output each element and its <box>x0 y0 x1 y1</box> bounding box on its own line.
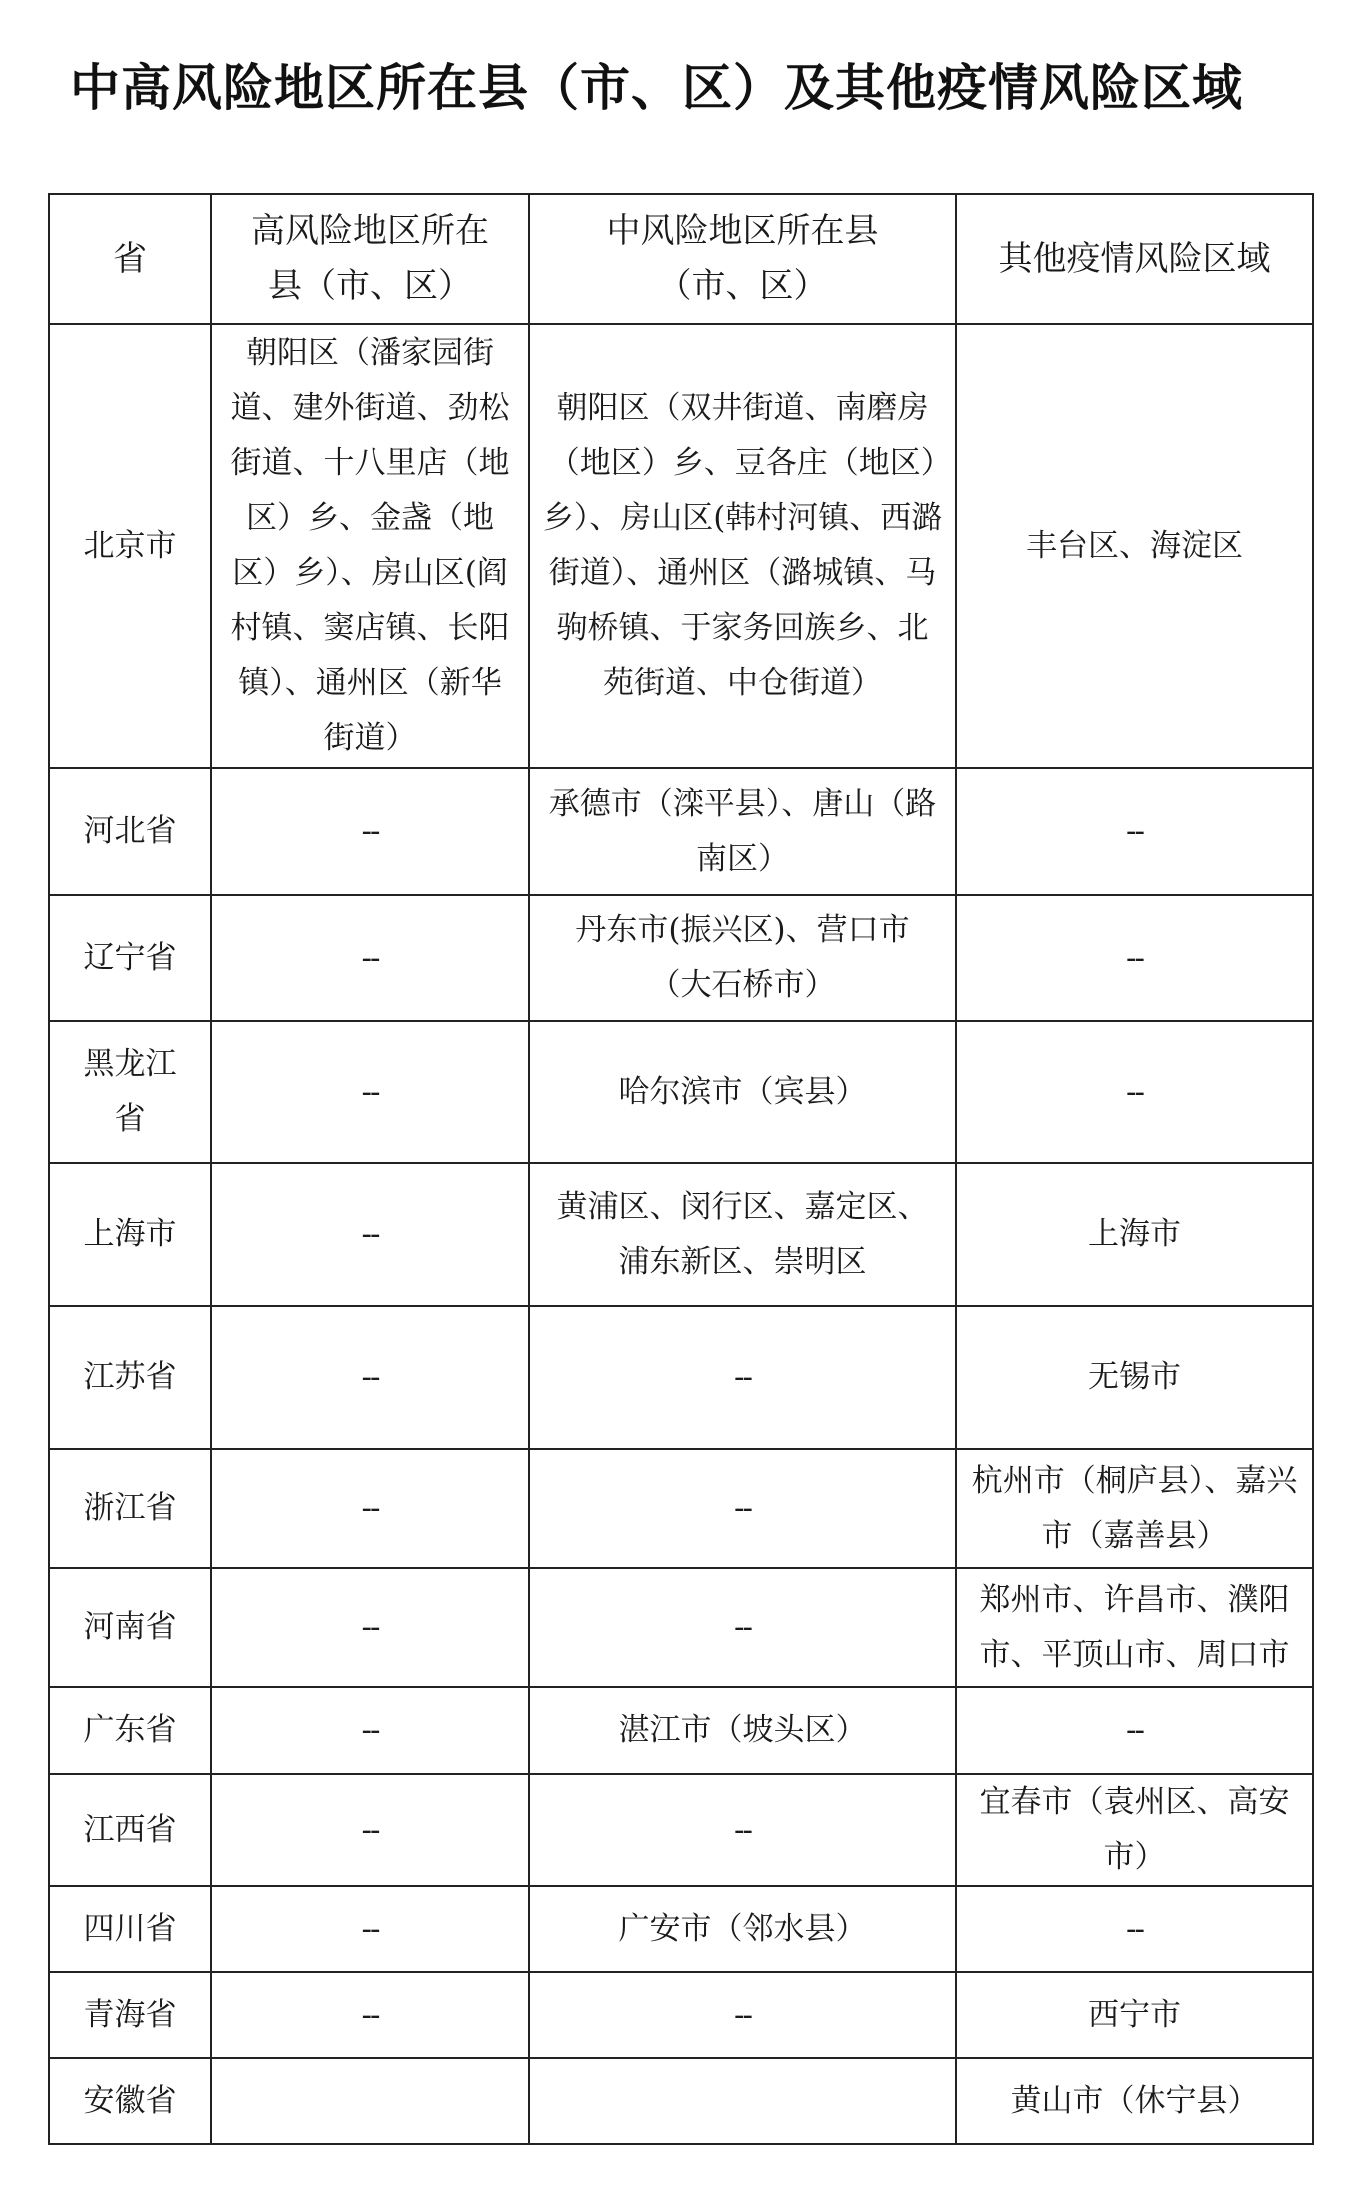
cell-province: 河南省 <box>49 1568 211 1687</box>
cell-other-risk: -- <box>956 1021 1313 1163</box>
table-header-row <box>49 194 1313 324</box>
cell-medium-risk: -- <box>529 1306 956 1449</box>
cell-other-risk: -- <box>956 768 1313 895</box>
cell-medium-risk: -- <box>529 1568 956 1687</box>
cell-other-risk: 杭州市（桐庐县）、嘉兴市（嘉善县） <box>956 1449 1313 1568</box>
cell-province: 浙江省 <box>49 1449 211 1568</box>
table-row <box>49 1163 1313 1306</box>
table-row <box>49 1774 1313 1886</box>
cell-other-risk: 西宁市 <box>956 1972 1313 2058</box>
cell-province: 江苏省 <box>49 1306 211 1449</box>
header-other-risk: 其他疫情风险区域 <box>956 194 1313 324</box>
cell-other-risk: 黄山市（休宁县） <box>956 2058 1313 2144</box>
table-row <box>49 2058 1313 2144</box>
cell-medium-risk: -- <box>529 1774 956 1886</box>
cell-other-risk: 宜春市（袁州区、高安市） <box>956 1774 1313 1886</box>
table-row <box>49 1886 1313 1972</box>
table-row <box>49 324 1313 768</box>
cell-high-risk: -- <box>211 1306 529 1449</box>
table-row <box>49 1449 1313 1568</box>
risk-area-table <box>48 193 1314 2145</box>
cell-medium-risk: 广安市（邻水县） <box>529 1886 956 1972</box>
cell-medium-risk: 黄浦区、闵行区、嘉定区、浦东新区、崇明区 <box>529 1163 956 1306</box>
cell-province: 四川省 <box>49 1886 211 1972</box>
cell-high-risk: -- <box>211 1687 529 1774</box>
header-high-risk: 高风险地区所在县（市、区） <box>211 194 529 324</box>
cell-high-risk: -- <box>211 1568 529 1687</box>
cell-high-risk <box>211 2058 529 2144</box>
cell-high-risk: -- <box>211 1886 529 1972</box>
cell-province: 辽宁省 <box>49 895 211 1021</box>
cell-other-risk: -- <box>956 1687 1313 1774</box>
cell-province: 河北省 <box>49 768 211 895</box>
cell-other-risk: 上海市 <box>956 1163 1313 1306</box>
cell-other-risk: -- <box>956 895 1313 1021</box>
cell-medium-risk: 朝阳区（双井街道、南磨房（地区）乡、豆各庄（地区）乡）、房山区(韩村河镇、西潞街道）、通州区（潞城镇、马驹桥镇、于家务回族乡、北苑街道、中仓街道） <box>529 324 956 768</box>
cell-other-risk: 郑州市、许昌市、濮阳市、平顶山市、周口市 <box>956 1568 1313 1687</box>
cell-province: 安徽省 <box>49 2058 211 2144</box>
page-title: 中高风险地区所在县（市、区）及其他疫情风险区域 <box>70 59 1243 117</box>
table-row <box>49 1972 1313 2058</box>
cell-high-risk: -- <box>211 1449 529 1568</box>
cell-other-risk: 无锡市 <box>956 1306 1313 1449</box>
table-row <box>49 895 1313 1021</box>
cell-other-risk: -- <box>956 1886 1313 1972</box>
cell-medium-risk <box>529 2058 956 2144</box>
cell-province: 青海省 <box>49 1972 211 2058</box>
table-row <box>49 1687 1313 1774</box>
cell-medium-risk: -- <box>529 1449 956 1568</box>
cell-province: 广东省 <box>49 1687 211 1774</box>
cell-medium-risk: 丹东市(振兴区)、营口市（大石桥市） <box>529 895 956 1021</box>
cell-medium-risk: -- <box>529 1972 956 2058</box>
cell-medium-risk: 湛江市（坡头区） <box>529 1687 956 1774</box>
cell-province: 黑龙江省 <box>49 1021 211 1163</box>
table-row <box>49 1568 1313 1687</box>
cell-high-risk: -- <box>211 895 529 1021</box>
cell-province: 北京市 <box>49 324 211 768</box>
cell-high-risk: 朝阳区（潘家园街道、建外街道、劲松街道、十八里店（地区）乡、金盏（地区）乡）、房山区(阎村镇、窦店镇、长阳镇）、通州区（新华街道） <box>211 324 529 768</box>
table-row <box>49 768 1313 895</box>
cell-province: 上海市 <box>49 1163 211 1306</box>
cell-province: 江西省 <box>49 1774 211 1886</box>
table-row <box>49 1021 1313 1163</box>
cell-medium-risk: 承德市（滦平县）、唐山（路南区） <box>529 768 956 895</box>
cell-high-risk: -- <box>211 1163 529 1306</box>
cell-high-risk: -- <box>211 1774 529 1886</box>
cell-other-risk: 丰台区、海淀区 <box>956 324 1313 768</box>
header-medium-risk: 中风险地区所在县（市、区） <box>529 194 956 324</box>
table-row <box>49 1306 1313 1449</box>
cell-high-risk: -- <box>211 768 529 895</box>
header-province: 省 <box>49 194 211 324</box>
cell-high-risk: -- <box>211 1972 529 2058</box>
cell-high-risk: -- <box>211 1021 529 1163</box>
cell-medium-risk: 哈尔滨市（宾县） <box>529 1021 956 1163</box>
